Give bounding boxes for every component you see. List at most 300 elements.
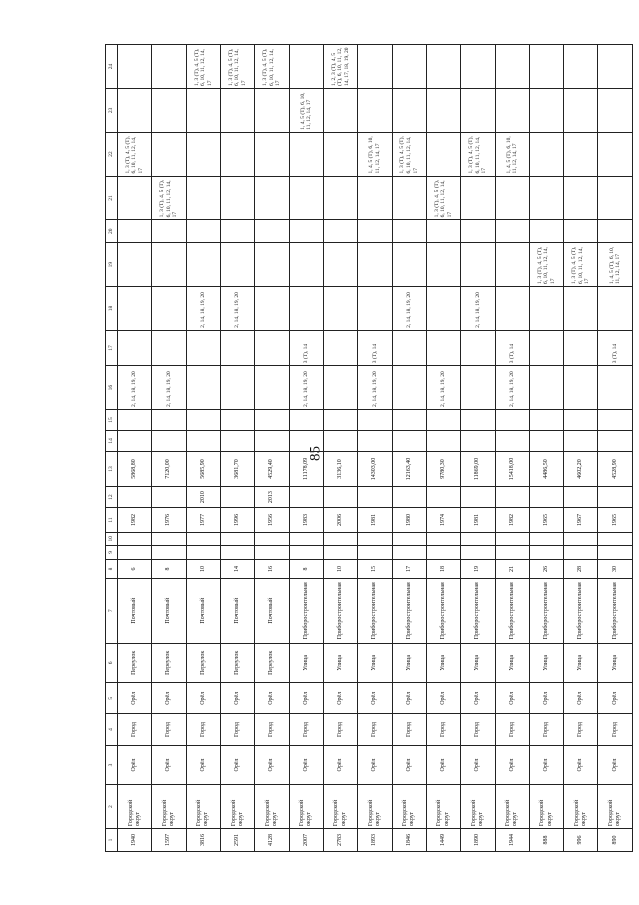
- cell-c24: [461, 45, 495, 89]
- table-row: [118, 45, 152, 852]
- cell-street_type: Улица: [529, 643, 563, 683]
- cell-id: 1846: [392, 829, 426, 852]
- cell-city2: Орёл: [186, 683, 220, 714]
- column-number-cell: 18: [106, 287, 118, 331]
- cell-c12: [426, 487, 460, 508]
- cell-c19: [426, 243, 460, 287]
- cell-street_type: Улица: [564, 643, 598, 683]
- cell-city2: Орёл: [289, 683, 323, 714]
- cell-c21: [118, 176, 152, 220]
- cell-c22: [255, 132, 289, 176]
- cell-house: 8: [289, 560, 323, 579]
- cell-street_type: Переулок: [118, 643, 152, 683]
- cell-year: 1982: [495, 508, 529, 533]
- cell-c19: 1, 3 (Т), 4, 5 (Т), 6, 10, 11, 12, 14, 17: [564, 243, 598, 287]
- column-number-cell: 6: [106, 643, 118, 683]
- column-number-cell: 4: [106, 714, 118, 745]
- cell-c10: [152, 533, 186, 546]
- cell-c15: [564, 410, 598, 431]
- cell-id: 3816: [186, 829, 220, 852]
- cell-c20: [392, 220, 426, 243]
- cell-area: 5868,80: [118, 451, 152, 486]
- cell-type: Город: [323, 714, 357, 745]
- cell-house: 28: [564, 560, 598, 579]
- cell-c23: [152, 88, 186, 132]
- cell-c10: [598, 533, 633, 546]
- cell-type: Город: [118, 714, 152, 745]
- cell-city2: Орёл: [461, 683, 495, 714]
- cell-c23: [221, 88, 255, 132]
- cell-c22: 1, 4, 5 (Т), 6, 10, 11, 12, 14, 17: [358, 132, 392, 176]
- cell-city2: Орёл: [426, 683, 460, 714]
- column-number-cell: 10: [106, 533, 118, 546]
- cell-c24: [289, 45, 323, 89]
- cell-id: 1893: [358, 829, 392, 852]
- column-number-cell: 19: [106, 243, 118, 287]
- cell-city2: Орёл: [118, 683, 152, 714]
- cell-city2: Орёл: [152, 683, 186, 714]
- cell-area: 4602,20: [564, 451, 598, 486]
- cell-year: 1981: [358, 508, 392, 533]
- cell-c9: [598, 545, 633, 560]
- cell-id: 2591: [221, 829, 255, 852]
- column-number-cell: 15: [106, 410, 118, 431]
- cell-c14: [323, 430, 357, 451]
- cell-c22: [289, 132, 323, 176]
- cell-c20: [221, 220, 255, 243]
- cell-area: 11178,09: [289, 451, 323, 486]
- cell-c23: [323, 88, 357, 132]
- cell-c19: [461, 243, 495, 287]
- cell-c9: [529, 545, 563, 560]
- cell-okrug: Городской округ: [461, 785, 495, 829]
- cell-c23: [529, 88, 563, 132]
- cell-c10: [255, 533, 289, 546]
- cell-c15: [152, 410, 186, 431]
- cell-street: Приборостроительная: [564, 578, 598, 643]
- cell-c17: [118, 330, 152, 365]
- cell-c15: [289, 410, 323, 431]
- cell-city2: Орёл: [221, 683, 255, 714]
- cell-c19: [289, 243, 323, 287]
- cell-area: 4528,90: [598, 451, 633, 486]
- cell-type: Город: [564, 714, 598, 745]
- cell-street_type: Улица: [598, 643, 633, 683]
- cell-street: Почтовый: [118, 578, 152, 643]
- cell-c24: [358, 45, 392, 89]
- table-row: [186, 45, 220, 852]
- cell-c24: [392, 45, 426, 89]
- cell-c10: [358, 533, 392, 546]
- cell-c22: 1, 3 (Т), 4, 5 (Т), 6, 10, 11, 12, 14, 17: [461, 132, 495, 176]
- cell-house: 30: [598, 560, 633, 579]
- cell-c20: [323, 220, 357, 243]
- cell-okrug: Городской округ: [152, 785, 186, 829]
- page-number: 85: [307, 446, 324, 461]
- cell-c19: [118, 243, 152, 287]
- cell-c9: [186, 545, 220, 560]
- cell-street: Почтовый: [186, 578, 220, 643]
- cell-c15: [221, 410, 255, 431]
- cell-c23: [392, 88, 426, 132]
- cell-area: 7120,00: [152, 451, 186, 486]
- cell-year: 1982: [118, 508, 152, 533]
- cell-c12: [461, 487, 495, 508]
- cell-okrug: Городской округ: [221, 785, 255, 829]
- cell-city: Орёл: [358, 745, 392, 785]
- cell-c23: [118, 88, 152, 132]
- cell-c16: 2, 14, 18, 19, 20: [289, 366, 323, 410]
- cell-c9: [323, 545, 357, 560]
- cell-year: 1980: [392, 508, 426, 533]
- column-number-cell: 24: [106, 45, 118, 89]
- cell-street: Приборостроительная: [529, 578, 563, 643]
- cell-c17: 3 (Т), 14: [358, 330, 392, 365]
- cell-c20: [529, 220, 563, 243]
- cell-c14: [358, 430, 392, 451]
- cell-area: 14303,00: [358, 451, 392, 486]
- cell-house: 17: [392, 560, 426, 579]
- column-number-cell: 11: [106, 508, 118, 533]
- table-row: [221, 45, 255, 852]
- cell-c23: [358, 88, 392, 132]
- column-number-cell: 7: [106, 578, 118, 643]
- cell-c16: 2, 14, 18, 19, 20: [426, 366, 460, 410]
- cell-city2: Орёл: [358, 683, 392, 714]
- cell-c9: [255, 545, 289, 560]
- column-number-cell: 20: [106, 220, 118, 243]
- cell-c15: [461, 410, 495, 431]
- cell-c15: [529, 410, 563, 431]
- cell-c21: [598, 176, 633, 220]
- cell-id: 1449: [426, 829, 460, 852]
- table-row: [426, 45, 460, 852]
- cell-street_type: Улица: [392, 643, 426, 683]
- cell-street_type: Улица: [323, 643, 357, 683]
- cell-house: 6: [118, 560, 152, 579]
- cell-c12: 2010: [186, 487, 220, 508]
- cell-c10: [495, 533, 529, 546]
- cell-c16: 2, 14, 18, 19, 20: [358, 366, 392, 410]
- table-row: [598, 45, 633, 852]
- cell-c21: [255, 176, 289, 220]
- cell-c12: [564, 487, 598, 508]
- cell-c20: [564, 220, 598, 243]
- cell-city: Орёл: [289, 745, 323, 785]
- cell-c21: [358, 176, 392, 220]
- cell-street: Почтовый: [221, 578, 255, 643]
- column-number-cell: 21: [106, 176, 118, 220]
- register-table-wrapper: [105, 0, 633, 905]
- cell-c23: [495, 88, 529, 132]
- cell-c15: [118, 410, 152, 431]
- cell-c21: 1, 3 (Т), 4, 5 (Т), 6, 10, 11, 12, 14, 17: [426, 176, 460, 220]
- cell-c17: [221, 330, 255, 365]
- cell-year: 1967: [564, 508, 598, 533]
- cell-c14: [118, 430, 152, 451]
- cell-id: 890: [598, 829, 633, 852]
- cell-house: 21: [495, 560, 529, 579]
- table-row: [255, 45, 289, 852]
- cell-c14: [152, 430, 186, 451]
- cell-c17: [529, 330, 563, 365]
- cell-house: 15: [358, 560, 392, 579]
- cell-c23: [564, 88, 598, 132]
- cell-street_type: Улица: [495, 643, 529, 683]
- cell-okrug: Городской округ: [323, 785, 357, 829]
- cell-year: 1974: [426, 508, 460, 533]
- table-row: [495, 45, 529, 852]
- cell-area: 9780,30: [426, 451, 460, 486]
- cell-c12: [152, 487, 186, 508]
- cell-id: 4128: [255, 829, 289, 852]
- cell-c20: [426, 220, 460, 243]
- cell-c24: [495, 45, 529, 89]
- cell-okrug: Городской округ: [392, 785, 426, 829]
- cell-c19: 1, 4, 5 (Т), 6, 10, 11, 12, 14, 17: [598, 243, 633, 287]
- cell-c19: [186, 243, 220, 287]
- cell-c20: [255, 220, 289, 243]
- cell-c24: [529, 45, 563, 89]
- cell-c18: 2, 14, 18, 19, 20: [221, 287, 255, 331]
- column-number-cell: 8: [106, 560, 118, 579]
- cell-c21: [289, 176, 323, 220]
- cell-c18: 2, 14, 18, 19, 20: [392, 287, 426, 331]
- table-row: [152, 45, 186, 852]
- cell-c22: [323, 132, 357, 176]
- cell-okrug: Городской округ: [118, 785, 152, 829]
- cell-area: 12163,40: [392, 451, 426, 486]
- cell-c24: [152, 45, 186, 89]
- cell-c10: [564, 533, 598, 546]
- cell-city2: Орёл: [495, 683, 529, 714]
- cell-type: Город: [426, 714, 460, 745]
- cell-c22: [598, 132, 633, 176]
- cell-street: Приборостроительная: [598, 578, 633, 643]
- cell-c12: [221, 487, 255, 508]
- cell-c22: [564, 132, 598, 176]
- cell-c12: [358, 487, 392, 508]
- cell-id: 2007: [289, 829, 323, 852]
- cell-c18: [598, 287, 633, 331]
- cell-c15: [255, 410, 289, 431]
- cell-c17: [564, 330, 598, 365]
- cell-house: 26: [529, 560, 563, 579]
- cell-c22: 1, 3 (Т), 4, 5 (Т), 6, 10, 11, 12, 14, 17: [118, 132, 152, 176]
- cell-c14: [289, 430, 323, 451]
- cell-house: 14: [221, 560, 255, 579]
- table-row: [529, 45, 563, 852]
- cell-c15: [426, 410, 460, 431]
- cell-c14: [221, 430, 255, 451]
- cell-city2: Орёл: [598, 683, 633, 714]
- cell-year: 2006: [323, 508, 357, 533]
- cell-c12: [118, 487, 152, 508]
- cell-c19: [392, 243, 426, 287]
- cell-type: Город: [358, 714, 392, 745]
- cell-c16: [323, 366, 357, 410]
- column-number-cell: 1: [106, 829, 118, 852]
- cell-c10: [461, 533, 495, 546]
- cell-city: Орёл: [221, 745, 255, 785]
- cell-c14: [598, 430, 633, 451]
- cell-c24: 1, 3 (Т), 4, 5 (Т), 6, 10, 11, 12, 14, 17: [255, 45, 289, 89]
- cell-okrug: Городской округ: [186, 785, 220, 829]
- cell-street: Приборостроительная: [289, 578, 323, 643]
- cell-year: 1977: [186, 508, 220, 533]
- cell-okrug: Городской округ: [255, 785, 289, 829]
- cell-area: 11869,00: [461, 451, 495, 486]
- cell-year: 1976: [152, 508, 186, 533]
- cell-c17: [426, 330, 460, 365]
- cell-c10: [426, 533, 460, 546]
- cell-id: 996: [564, 829, 598, 852]
- cell-c20: [461, 220, 495, 243]
- cell-c15: [598, 410, 633, 431]
- table-row: [358, 45, 392, 852]
- column-number-cell: 13: [106, 451, 118, 486]
- cell-okrug: Городской округ: [529, 785, 563, 829]
- cell-c17: [392, 330, 426, 365]
- cell-c12: 2013: [255, 487, 289, 508]
- cell-type: Город: [529, 714, 563, 745]
- cell-year: 1983: [289, 508, 323, 533]
- cell-c10: [323, 533, 357, 546]
- cell-id: 1597: [152, 829, 186, 852]
- cell-c22: [529, 132, 563, 176]
- cell-c21: [529, 176, 563, 220]
- cell-c18: [118, 287, 152, 331]
- cell-c17: [461, 330, 495, 365]
- cell-c10: [289, 533, 323, 546]
- cell-street_type: Улица: [358, 643, 392, 683]
- cell-c24: 1, 3 (Т), 4, 5 (Т), 6, 10, 11, 12, 14, 17: [221, 45, 255, 89]
- cell-c20: [186, 220, 220, 243]
- cell-c14: [255, 430, 289, 451]
- cell-c18: [529, 287, 563, 331]
- cell-c12: [289, 487, 323, 508]
- cell-c9: [392, 545, 426, 560]
- cell-c14: [186, 430, 220, 451]
- cell-c16: 2, 14, 18, 19, 20: [118, 366, 152, 410]
- cell-c12: [323, 487, 357, 508]
- cell-type: Город: [221, 714, 255, 745]
- cell-id: 1940: [118, 829, 152, 852]
- column-number-cell: 12: [106, 487, 118, 508]
- cell-c15: [358, 410, 392, 431]
- cell-c18: [152, 287, 186, 331]
- cell-c9: [495, 545, 529, 560]
- cell-city: Орёл: [152, 745, 186, 785]
- cell-c17: 3 (Т), 14: [289, 330, 323, 365]
- cell-c9: [152, 545, 186, 560]
- cell-city: Орёл: [426, 745, 460, 785]
- cell-c15: [495, 410, 529, 431]
- cell-c21: [221, 176, 255, 220]
- cell-c10: [392, 533, 426, 546]
- cell-street: Почтовый: [152, 578, 186, 643]
- cell-house: 8: [152, 560, 186, 579]
- cell-c22: [186, 132, 220, 176]
- cell-c16: [529, 366, 563, 410]
- cell-c21: 1, 3 (Т), 4, 5 (Т), 6, 10, 11, 12, 14, 17: [152, 176, 186, 220]
- cell-city: Орёл: [255, 745, 289, 785]
- cell-c22: [426, 132, 460, 176]
- table-row: [392, 45, 426, 852]
- cell-c21: [392, 176, 426, 220]
- table-row: [564, 45, 598, 852]
- cell-c17: 3 (Т), 14: [598, 330, 633, 365]
- cell-c16: [221, 366, 255, 410]
- cell-c19: [152, 243, 186, 287]
- cell-id: 2783: [323, 829, 357, 852]
- column-number-cell: 2: [106, 785, 118, 829]
- cell-c12: [392, 487, 426, 508]
- cell-city: Орёл: [461, 745, 495, 785]
- cell-c10: [221, 533, 255, 546]
- cell-okrug: Городской округ: [598, 785, 633, 829]
- cell-city: Орёл: [186, 745, 220, 785]
- cell-street: Приборостроительная: [323, 578, 357, 643]
- cell-okrug: Городской округ: [426, 785, 460, 829]
- cell-c20: [152, 220, 186, 243]
- cell-year: 1996: [221, 508, 255, 533]
- cell-c14: [461, 430, 495, 451]
- cell-c14: [529, 430, 563, 451]
- cell-street: Приборостроительная: [461, 578, 495, 643]
- cell-city: Орёл: [392, 745, 426, 785]
- cell-city: Орёл: [118, 745, 152, 785]
- column-number-cell: 5: [106, 683, 118, 714]
- cell-c9: [358, 545, 392, 560]
- cell-area: 15418,00: [495, 451, 529, 486]
- cell-c24: 1, 2, 3 (Т), 4, 5 (Т), 6, 10, 11, 12, 14, 17, 18, 19, 20: [323, 45, 357, 89]
- cell-city: Орёл: [529, 745, 563, 785]
- cell-city: Орёл: [323, 745, 357, 785]
- cell-type: Город: [598, 714, 633, 745]
- column-number-cell: 22: [106, 132, 118, 176]
- cell-street: Приборостроительная: [426, 578, 460, 643]
- cell-house: 10: [323, 560, 357, 579]
- cell-type: Город: [186, 714, 220, 745]
- cell-c9: [461, 545, 495, 560]
- cell-c16: [461, 366, 495, 410]
- cell-c20: [358, 220, 392, 243]
- cell-okrug: Городской округ: [289, 785, 323, 829]
- cell-c23: 1, 4, 5 (Т), 6, 10, 11, 12, 14, 17: [289, 88, 323, 132]
- cell-c10: [118, 533, 152, 546]
- cell-c21: [564, 176, 598, 220]
- column-number-cell: 9: [106, 545, 118, 560]
- cell-c18: [323, 287, 357, 331]
- column-number-cell: 16: [106, 366, 118, 410]
- cell-c15: [323, 410, 357, 431]
- cell-c23: [255, 88, 289, 132]
- cell-house: 18: [426, 560, 460, 579]
- cell-c9: [118, 545, 152, 560]
- cell-city2: Орёл: [392, 683, 426, 714]
- cell-street: Приборостроительная: [392, 578, 426, 643]
- cell-c14: [564, 430, 598, 451]
- cell-street_type: Переулок: [186, 643, 220, 683]
- cell-c16: [564, 366, 598, 410]
- cell-c19: [323, 243, 357, 287]
- cell-c14: [495, 430, 529, 451]
- cell-c9: [221, 545, 255, 560]
- cell-c16: [186, 366, 220, 410]
- cell-c9: [289, 545, 323, 560]
- cell-c16: 2, 14, 18, 19, 20: [152, 366, 186, 410]
